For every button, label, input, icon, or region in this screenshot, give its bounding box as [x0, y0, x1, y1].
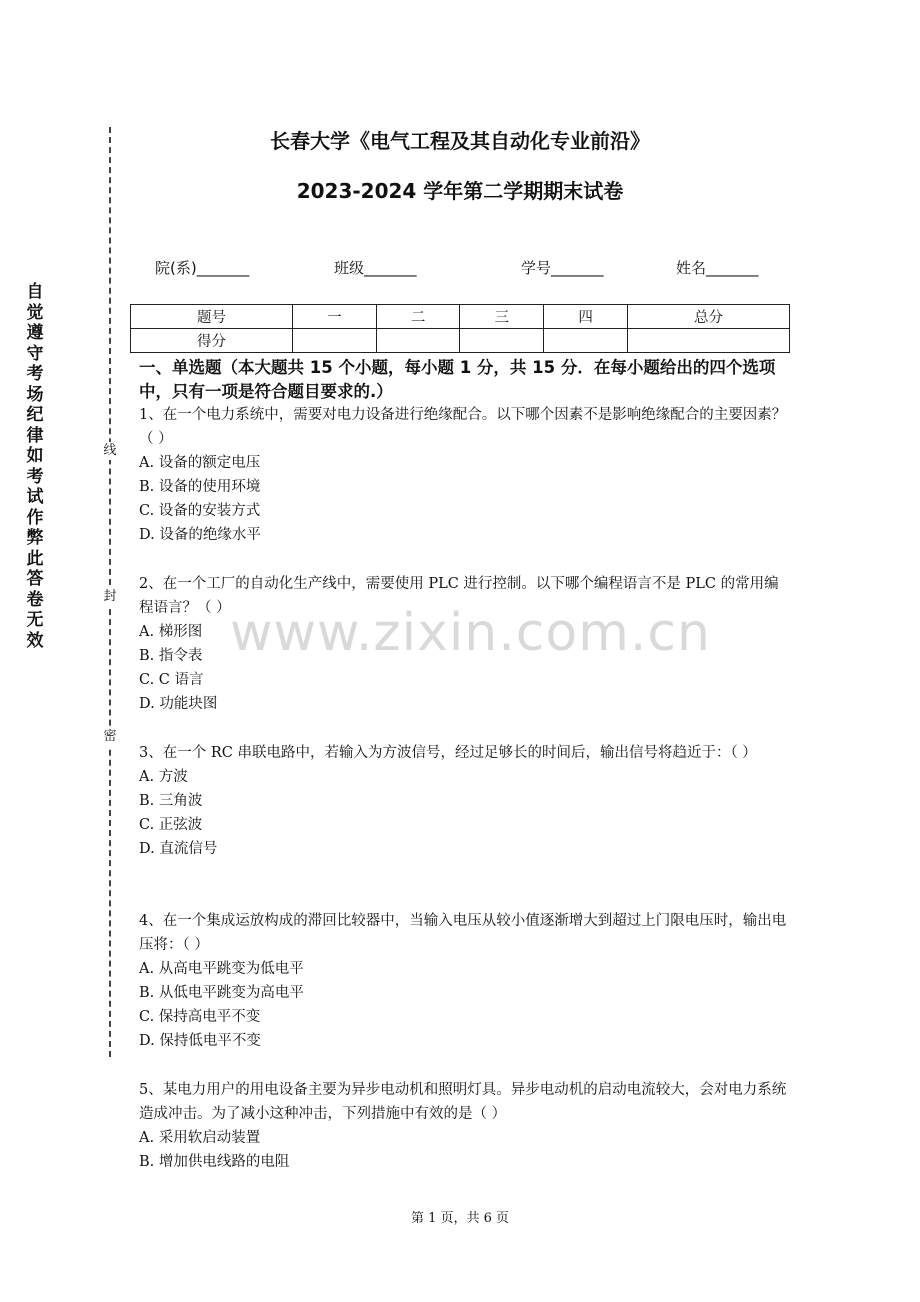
score-table [130, 304, 790, 353]
option-c: C. 保持高电平不变 [139, 1009, 261, 1025]
option-c: C. C 语言 [139, 672, 204, 688]
score-cell [460, 329, 544, 353]
option-a: A. 采用软启动装置 [139, 1130, 261, 1146]
score-header-cell: 二 [376, 305, 460, 329]
exam-subtitle: 2023-2024 学年第二学期期末试卷 [296, 179, 624, 203]
score-table-score-row [131, 329, 790, 353]
score-cell [544, 329, 628, 353]
seal-label-secret: 密 [103, 729, 117, 744]
option-a: A. 梯形图 [139, 624, 203, 640]
question-text: 4、在一个集成运放构成的滞回比较器中，当输入电压从较小值逐渐增大到超过上门限电压时，输出电压将：（ ） [139, 913, 787, 953]
option-a: A. 方波 [139, 769, 188, 785]
option-d: D. 功能块图 [139, 696, 218, 712]
score-table-header-row [131, 305, 790, 329]
question-4 [139, 909, 791, 1053]
option-b: B. 指令表 [139, 648, 203, 664]
option-c: C. 正弦波 [139, 817, 203, 833]
option-b: B. 增加供电线路的电阻 [139, 1154, 290, 1170]
score-header-cell: 一 [293, 305, 377, 329]
option-d: D. 直流信号 [139, 841, 218, 857]
page-footer: 第 1 页，共 6 页 [410, 1211, 510, 1226]
exam-discipline-note: 自觉遵守考场纪律如考试作弊此答卷无效 [26, 282, 44, 651]
question-3 [139, 741, 791, 861]
seal-label-line: 线 [103, 443, 117, 458]
option-a: A. 从高电平跳变为低电平 [139, 961, 304, 977]
question-text: 2、在一个工厂的自动化生产线中，需要使用 PLC 进行控制。以下哪个编程语言不是 PLC 的常用编程语言？（ ） [139, 576, 779, 616]
score-header-cell: 四 [544, 305, 628, 329]
score-header-cell: 总分 [627, 305, 789, 329]
option-c: C. 设备的安装方式 [139, 503, 261, 519]
question-text: 5、某电力用户的用电设备主要为异步电动机和照明灯具。异步电动机的启动电流较大，会对电力系统造成冲击。为了减小这种冲击，下列措施中有效的是（ ） [139, 1082, 787, 1122]
section-heading: 一、单选题（本大题共 15 个小题，每小题 1 分，共 15 分．在每小题给出的四个选项中，只有一项是符合题目要求的.） [139, 358, 776, 401]
department-field: 院(系)_______ [155, 259, 250, 277]
name-field: 姓名_______ [676, 259, 759, 277]
option-d: D. 设备的绝缘水平 [139, 527, 261, 543]
question-text: 1、在一个电力系统中，需要对电力设备进行绝缘配合。以下哪个因素不是影响绝缘配合的主要因素？（ ） [139, 407, 787, 447]
score-cell [376, 329, 460, 353]
option-a: A. 设备的额定电压 [139, 455, 261, 471]
student-id-field: 学号_______ [521, 259, 604, 277]
seal-label-seal: 封 [103, 589, 117, 604]
score-header-cell: 三 [460, 305, 544, 329]
question-5 [139, 1078, 791, 1174]
class-field: 班级_______ [334, 259, 417, 277]
question-text: 3、在一个 RC 串联电路中，若输入为方波信号，经过足够长的时间后，输出信号将趋近于：（ ） [139, 745, 757, 761]
option-b: B. 设备的使用环境 [139, 479, 261, 495]
score-cell [293, 329, 377, 353]
question-1 [139, 403, 791, 547]
score-header-cell: 题号 [131, 305, 293, 329]
option-d: D. 保持低电平不变 [139, 1033, 261, 1049]
score-row-label: 得分 [131, 329, 293, 353]
score-cell [627, 329, 789, 353]
option-b: B. 从低电平跳变为高电平 [139, 985, 304, 1001]
exam-title: 长春大学《电气工程及其自动化专业前沿》 [270, 129, 650, 153]
option-b: B. 三角波 [139, 793, 203, 809]
watermark: www.zixin.com.cn [230, 603, 711, 663]
